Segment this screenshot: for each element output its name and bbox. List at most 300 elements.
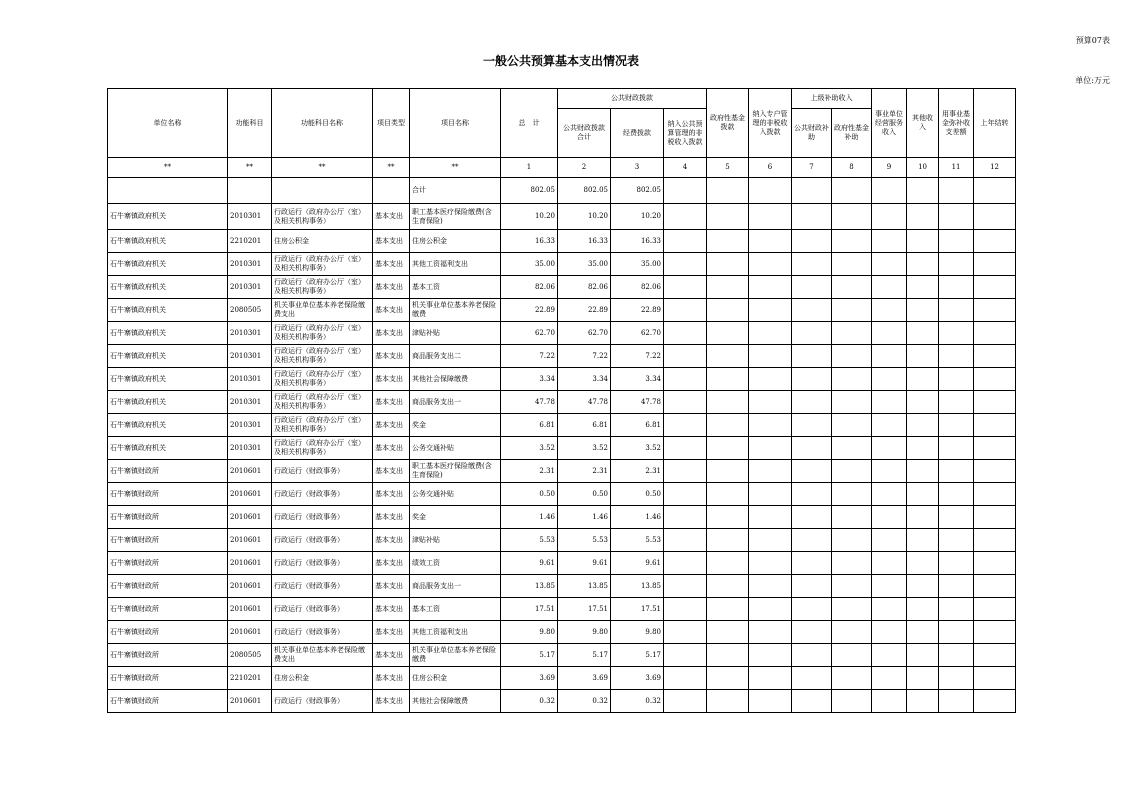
func-code-cell: 2010301 [228,253,272,276]
public-total-cell: 62.70 [558,322,611,345]
proj-name-cell: 住房公积金 [410,230,501,253]
empty-cell [792,414,832,437]
total-cell: 1.46 [501,506,558,529]
proj-type-cell: 基本支出 [373,552,410,575]
public-total-cell: 2.31 [558,460,611,483]
proj-type-cell: 基本支出 [373,529,410,552]
total-cell: 3.69 [501,667,558,690]
func-name-cell: 行政运行（政府办公厅（室）及相关机构事务） [272,276,373,299]
table-body [108,178,1016,713]
empty-cell [749,575,792,598]
proj-type-cell: 基本支出 [373,204,410,230]
empty-cell [707,230,749,253]
empty-cell [907,529,939,552]
table-row [108,345,1016,368]
empty-cell [974,276,1016,299]
empty-cell [707,598,749,621]
summary-cell-empty [228,178,272,204]
empty-cell [792,483,832,506]
empty-cell [792,345,832,368]
operating-cell: 7.22 [611,345,664,368]
empty-cell [707,667,749,690]
func-name-cell: 住房公积金 [272,667,373,690]
empty-cell [939,437,974,460]
empty-cell [872,230,907,253]
proj-type-cell: 基本支出 [373,483,410,506]
empty-cell [792,204,832,230]
empty-cell [749,483,792,506]
empty-cell [707,299,749,322]
empty-cell [664,368,707,391]
proj-name-cell: 津贴补贴 [410,322,501,345]
func-name-cell: 行政运行（政府办公厅（室）及相关机构事务） [272,437,373,460]
func-name-cell: 行政运行（政府办公厅（室）及相关机构事务） [272,204,373,230]
func-name-cell: 机关事业单位基本养老保险缴费支出 [272,299,373,322]
proj-type-cell: 基本支出 [373,391,410,414]
func-code-cell: 2010601 [228,506,272,529]
unit-name-cell: 石牛寨镇政府机关 [108,230,228,253]
empty-cell [792,690,832,713]
header-carryover: 上年结转 [974,89,1016,158]
header-operating: 经费拨款 [611,109,664,158]
unit-label: 单位:万元 [1075,76,1110,85]
operating-cell: 1.46 [611,506,664,529]
proj-name-cell: 奖金 [410,506,501,529]
public-total-cell: 3.52 [558,437,611,460]
empty-cell [939,253,974,276]
empty-cell [974,506,1016,529]
func-code-cell: 2210201 [228,667,272,690]
summary-cell-empty [373,178,410,204]
empty-cell [707,575,749,598]
empty-cell [664,253,707,276]
empty-cell [664,575,707,598]
empty-cell [872,667,907,690]
empty-cell [749,552,792,575]
table-row [108,483,1016,506]
unit-name-cell: 石牛寨镇财政所 [108,575,228,598]
proj-name-cell: 商品服务支出一 [410,575,501,598]
proj-type-cell: 基本支出 [373,621,410,644]
total-cell: 7.22 [501,345,558,368]
index-cell: 4 [664,158,707,178]
operating-cell: 3.34 [611,368,664,391]
public-total-cell: 0.32 [558,690,611,713]
index-cell: ** [108,158,228,178]
table-row [108,299,1016,322]
empty-cell [792,506,832,529]
proj-name-cell: 商品服务支出二 [410,345,501,368]
empty-cell [749,621,792,644]
empty-cell [749,529,792,552]
public-total-cell: 47.78 [558,391,611,414]
empty-cell [872,204,907,230]
func-code-cell: 2010601 [228,552,272,575]
header-total: 总 计 [501,89,558,158]
empty-cell [792,575,832,598]
table-row [108,644,1016,667]
empty-cell [707,391,749,414]
operating-cell: 62.70 [611,322,664,345]
table-row [108,253,1016,276]
empty-cell [939,299,974,322]
public-total-cell: 9.80 [558,621,611,644]
empty-cell [939,621,974,644]
unit-name-cell: 石牛寨镇财政所 [108,667,228,690]
empty-cell [907,299,939,322]
empty-cell [832,667,872,690]
empty-cell [939,483,974,506]
empty-cell [974,667,1016,690]
proj-type-cell: 基本支出 [373,460,410,483]
empty-cell [792,598,832,621]
empty-cell [907,598,939,621]
proj-type-cell: 基本支出 [373,414,410,437]
empty-cell [939,414,974,437]
public-total-cell: 35.00 [558,253,611,276]
operating-cell: 13.85 [611,575,664,598]
empty-cell [832,690,872,713]
empty-cell [792,644,832,667]
func-code-cell: 2010301 [228,204,272,230]
table-row [108,460,1016,483]
empty-cell [872,552,907,575]
empty-cell [749,690,792,713]
index-row [108,158,1016,178]
empty-cell [707,253,749,276]
empty-cell [872,414,907,437]
empty-cell [939,667,974,690]
index-cell: 11 [939,158,974,178]
empty-cell [974,437,1016,460]
table-row [108,506,1016,529]
empty-cell [872,253,907,276]
proj-name-cell: 商品服务支出一 [410,391,501,414]
func-code-cell: 2080505 [228,644,272,667]
empty-cell [707,414,749,437]
empty-cell [832,322,872,345]
table-row [108,368,1016,391]
header-unit-name: 单位名称 [108,89,228,158]
func-name-cell: 行政运行（政府办公厅（室）及相关机构事务） [272,368,373,391]
empty-cell [749,299,792,322]
total-cell: 9.80 [501,621,558,644]
func-code-cell: 2010301 [228,276,272,299]
summary-cell-empty [792,178,832,204]
public-total-cell: 7.22 [558,345,611,368]
index-cell: ** [410,158,501,178]
unit-name-cell: 石牛寨镇政府机关 [108,391,228,414]
empty-cell [872,644,907,667]
proj-name-cell: 其他社会保障缴费 [410,368,501,391]
proj-type-cell: 基本支出 [373,253,410,276]
func-name-cell: 行政运行（财政事务） [272,575,373,598]
empty-cell [792,460,832,483]
index-cell: 2 [558,158,611,178]
table-row [108,575,1016,598]
empty-cell [832,575,872,598]
empty-cell [664,598,707,621]
empty-cell [974,299,1016,322]
empty-cell [749,598,792,621]
func-code-cell: 2010601 [228,460,272,483]
empty-cell [664,276,707,299]
func-name-cell: 行政运行（政府办公厅（室）及相关机构事务） [272,414,373,437]
empty-cell [832,506,872,529]
unit-name-cell: 石牛寨镇财政所 [108,483,228,506]
empty-cell [872,299,907,322]
empty-cell [664,483,707,506]
empty-cell [664,529,707,552]
header-proj-name: 项目名称 [410,89,501,158]
empty-cell [832,621,872,644]
empty-cell [872,322,907,345]
header-non-tax: 纳入公共预算管理的非税收入拨款 [664,109,707,158]
empty-cell [872,460,907,483]
total-cell: 3.52 [501,437,558,460]
func-name-cell: 行政运行（财政事务） [272,552,373,575]
empty-cell [907,322,939,345]
header-func-code: 功能科目 [228,89,272,158]
empty-cell [872,529,907,552]
empty-cell [792,437,832,460]
header-special-non-tax: 纳入专户管理的非税收入拨款 [749,89,792,158]
summary-public-total: 802.05 [558,178,611,204]
empty-cell [749,391,792,414]
proj-type-cell: 基本支出 [373,299,410,322]
empty-cell [974,230,1016,253]
empty-cell [907,253,939,276]
table-row [108,552,1016,575]
empty-cell [872,345,907,368]
empty-cell [974,529,1016,552]
unit-name-cell: 石牛寨镇财政所 [108,644,228,667]
operating-cell: 9.80 [611,621,664,644]
unit-name-cell: 石牛寨镇财政所 [108,529,228,552]
table-header [108,89,1016,178]
empty-cell [974,483,1016,506]
operating-cell: 3.69 [611,667,664,690]
empty-cell [974,414,1016,437]
index-cell: 10 [907,158,939,178]
empty-cell [907,575,939,598]
public-total-cell: 3.34 [558,368,611,391]
empty-cell [832,460,872,483]
operating-cell: 82.06 [611,276,664,299]
public-total-cell: 13.85 [558,575,611,598]
func-name-cell: 行政运行（财政事务） [272,621,373,644]
proj-name-cell: 职工基本医疗保险缴费(含生育保险) [410,204,501,230]
summary-cell-empty [974,178,1016,204]
empty-cell [792,368,832,391]
summary-operating: 802.05 [611,178,664,204]
table-row [108,322,1016,345]
empty-cell [832,345,872,368]
table-row [108,204,1016,230]
empty-cell [792,391,832,414]
empty-cell [907,483,939,506]
index-cell: 12 [974,158,1016,178]
unit-name-cell: 石牛寨镇财政所 [108,460,228,483]
total-cell: 5.17 [501,644,558,667]
empty-cell [749,368,792,391]
func-code-cell: 2080505 [228,299,272,322]
summary-total: 802.05 [501,178,558,204]
header-business: 事业单位经营服务收入 [872,89,907,158]
index-cell: ** [272,158,373,178]
empty-cell [832,598,872,621]
empty-cell [707,552,749,575]
unit-name-cell: 石牛寨镇财政所 [108,552,228,575]
func-name-cell: 行政运行（政府办公厅（室）及相关机构事务） [272,253,373,276]
empty-cell [939,322,974,345]
empty-cell [664,506,707,529]
empty-cell [707,204,749,230]
total-cell: 35.00 [501,253,558,276]
proj-name-cell: 基本工资 [410,276,501,299]
proj-type-cell: 基本支出 [373,437,410,460]
empty-cell [792,552,832,575]
unit-name-cell: 石牛寨镇财政所 [108,621,228,644]
empty-cell [792,276,832,299]
empty-cell [907,414,939,437]
empty-cell [664,414,707,437]
header-proj-type: 项目类型 [373,89,410,158]
operating-cell: 9.61 [611,552,664,575]
empty-cell [664,667,707,690]
empty-cell [907,552,939,575]
empty-cell [832,552,872,575]
budget-table [107,88,1016,713]
proj-type-cell: 基本支出 [373,644,410,667]
empty-cell [707,621,749,644]
public-total-cell: 6.81 [558,414,611,437]
header-sup-public: 公共财政补助 [792,109,832,158]
operating-cell: 6.81 [611,414,664,437]
total-cell: 22.89 [501,299,558,322]
empty-cell [749,437,792,460]
empty-cell [832,529,872,552]
empty-cell [664,391,707,414]
proj-name-cell: 其他工资福利支出 [410,621,501,644]
empty-cell [974,598,1016,621]
func-code-cell: 2010301 [228,368,272,391]
empty-cell [872,483,907,506]
empty-cell [749,276,792,299]
empty-cell [707,529,749,552]
table-row [108,276,1016,299]
summary-cell-empty [872,178,907,204]
table-row [108,690,1016,713]
empty-cell [939,230,974,253]
empty-cell [872,506,907,529]
proj-type-cell: 基本支出 [373,690,410,713]
public-total-cell: 5.17 [558,644,611,667]
proj-type-cell: 基本支出 [373,345,410,368]
empty-cell [707,322,749,345]
func-name-cell: 行政运行（财政事务） [272,460,373,483]
empty-cell [907,621,939,644]
empty-cell [707,483,749,506]
operating-cell: 16.33 [611,230,664,253]
public-total-cell: 10.20 [558,204,611,230]
total-cell: 10.20 [501,204,558,230]
empty-cell [749,460,792,483]
func-name-cell: 行政运行（财政事务） [272,506,373,529]
empty-cell [907,506,939,529]
operating-cell: 2.31 [611,460,664,483]
empty-cell [749,345,792,368]
empty-cell [832,483,872,506]
empty-cell [872,276,907,299]
empty-cell [939,391,974,414]
empty-cell [832,391,872,414]
total-cell: 62.70 [501,322,558,345]
empty-cell [707,345,749,368]
empty-cell [749,644,792,667]
empty-cell [792,322,832,345]
operating-cell: 22.89 [611,299,664,322]
empty-cell [974,575,1016,598]
empty-cell [872,621,907,644]
public-total-cell: 22.89 [558,299,611,322]
unit-name-cell: 石牛寨镇财政所 [108,690,228,713]
operating-cell: 0.50 [611,483,664,506]
total-cell: 16.33 [501,230,558,253]
proj-type-cell: 基本支出 [373,575,410,598]
empty-cell [939,598,974,621]
summary-cell-empty [664,178,707,204]
table-row [108,667,1016,690]
public-total-cell: 9.61 [558,552,611,575]
proj-name-cell: 公务交通补贴 [410,437,501,460]
func-code-cell: 2010301 [228,391,272,414]
summary-cell-empty [907,178,939,204]
func-name-cell: 行政运行（财政事务） [272,483,373,506]
empty-cell [832,437,872,460]
index-cell: 1 [501,158,558,178]
empty-cell [974,253,1016,276]
empty-cell [907,460,939,483]
func-code-cell: 2010601 [228,690,272,713]
total-cell: 9.61 [501,552,558,575]
empty-cell [939,345,974,368]
operating-cell: 17.51 [611,598,664,621]
empty-cell [664,322,707,345]
empty-cell [939,575,974,598]
func-name-cell: 行政运行（财政事务） [272,690,373,713]
page-title: 一般公共预算基本支出情况表 [482,54,639,68]
table-row [108,414,1016,437]
total-cell: 0.32 [501,690,558,713]
proj-type-cell: 基本支出 [373,230,410,253]
func-name-cell: 行政运行（政府办公厅（室）及相关机构事务） [272,345,373,368]
empty-cell [707,460,749,483]
public-total-cell: 17.51 [558,598,611,621]
empty-cell [832,204,872,230]
func-code-cell: 2010301 [228,414,272,437]
empty-cell [974,460,1016,483]
empty-cell [974,322,1016,345]
proj-name-cell: 其他工资福利支出 [410,253,501,276]
proj-type-cell: 基本支出 [373,368,410,391]
operating-cell: 35.00 [611,253,664,276]
empty-cell [872,598,907,621]
public-total-cell: 1.46 [558,506,611,529]
header-public-fiscal-total: 公共财政拨款合计 [558,109,611,158]
empty-cell [872,368,907,391]
empty-cell [974,621,1016,644]
